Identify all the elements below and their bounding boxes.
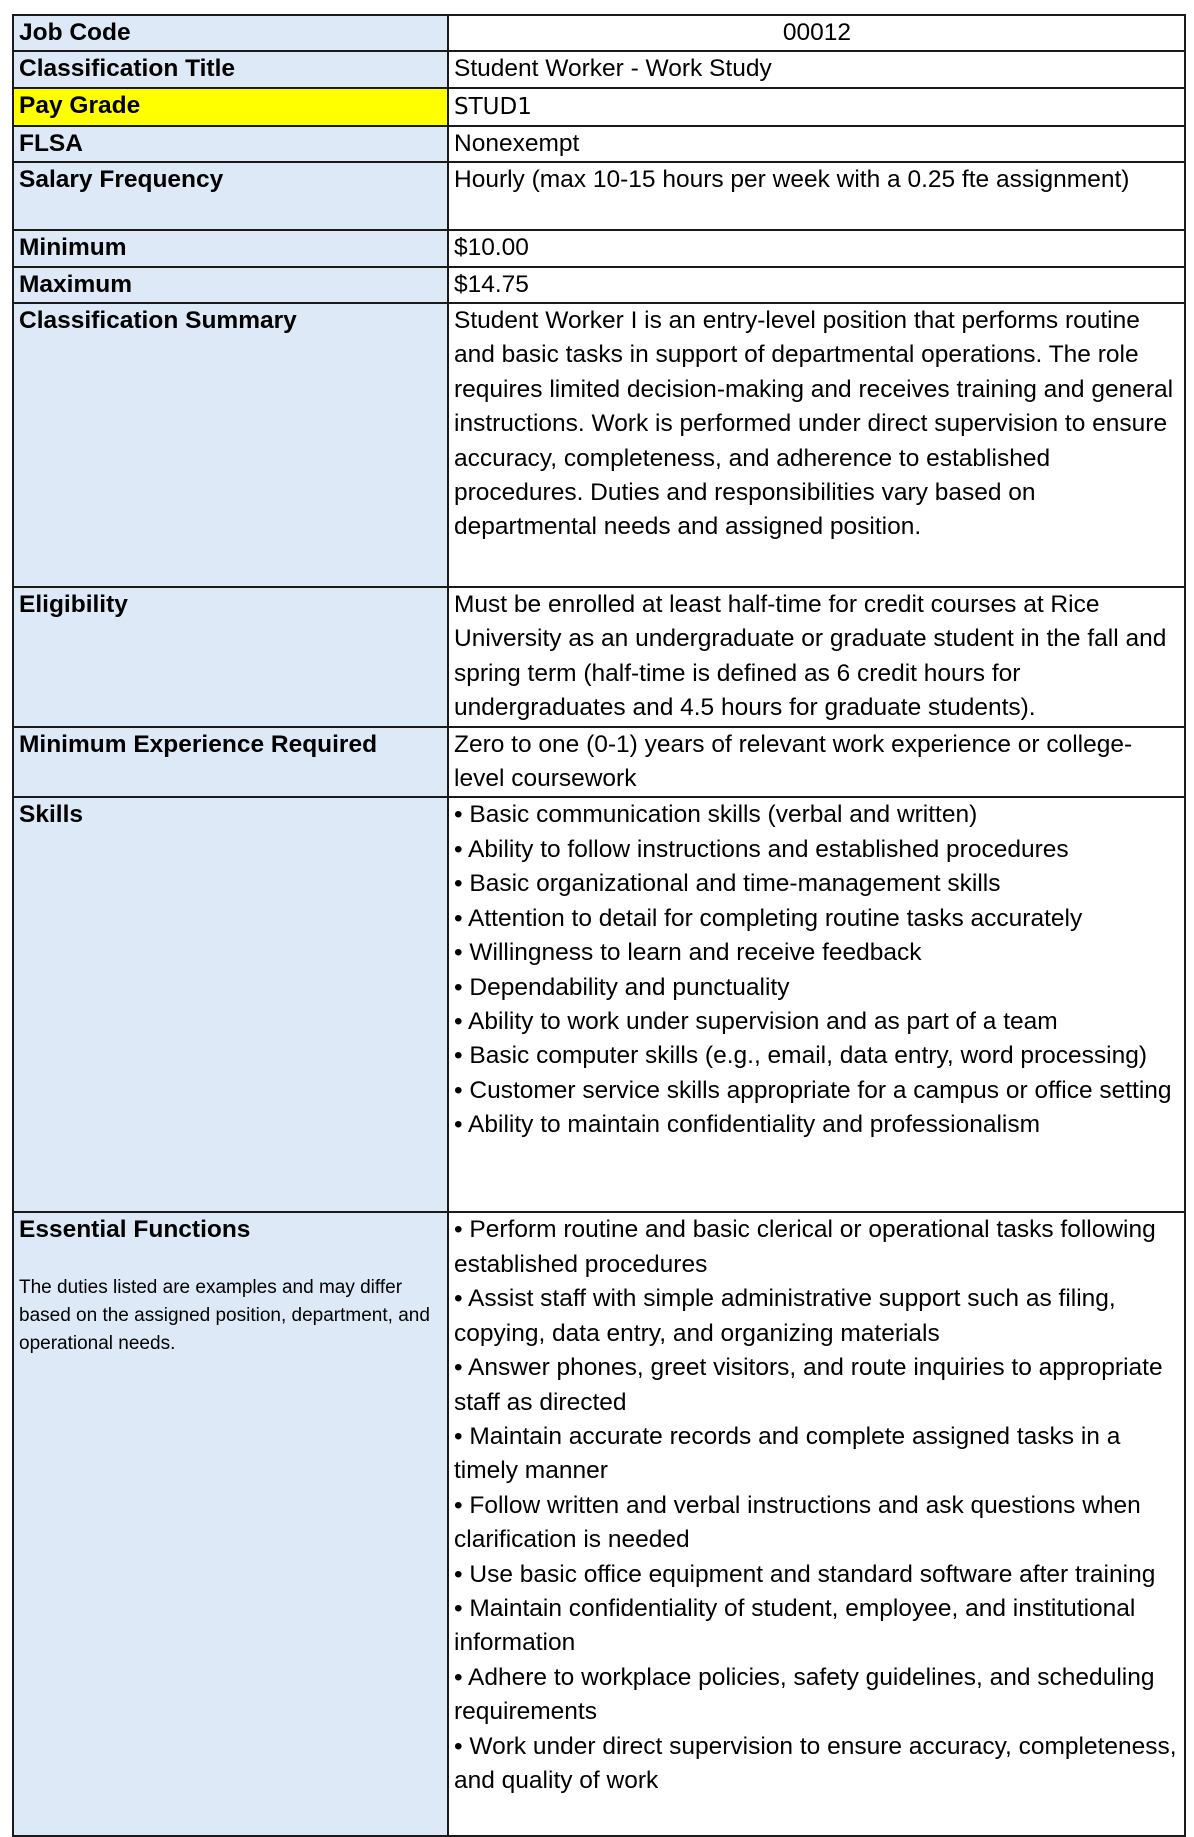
row-classification-summary [13, 303, 1185, 587]
row-salary-frequency [13, 162, 1185, 230]
list-item: • Attention to detail for completing routine tasks accurately [454, 904, 1083, 932]
row-minimum [13, 230, 1185, 266]
classification-summary-label: Classification Summary [13, 303, 448, 587]
job-code-label: Job Code [13, 15, 448, 51]
list-item: • Basic computer skills (e.g., email, data entry, word processing) [454, 1042, 1148, 1070]
salary-frequency-label: Salary Frequency [13, 162, 448, 230]
maximum-value: $14.75 [448, 267, 1185, 303]
list-item: • Perform routine and basic clerical or operational tasks following established procedures [454, 1216, 1156, 1278]
list-item: • Use basic office equipment and standard software after training [454, 1560, 1156, 1588]
list-item: • Ability to maintain confidentiality and professionalism [454, 1111, 1040, 1139]
row-eligibility [13, 587, 1185, 727]
job-code-value: 00012 [448, 15, 1185, 51]
classification-title-value: Student Worker - Work Study [448, 51, 1185, 87]
essential-functions-value [448, 1212, 1185, 1836]
row-classification-title [13, 51, 1185, 87]
flsa-value: Nonexempt [448, 126, 1185, 162]
list-item: • Willingness to learn and receive feedback [454, 939, 922, 967]
list-item: • Maintain confidentiality of student, employee, and institutional information [454, 1594, 1136, 1657]
pay-grade-label: Pay Grade [13, 88, 448, 126]
essential-functions-list [454, 1213, 1180, 1798]
list-item: • Adhere to workplace policies, safety guidelines, and scheduling requirements [454, 1663, 1155, 1726]
job-classification-table [12, 14, 1186, 1837]
skills-value [448, 797, 1185, 1212]
eligibility-value: Must be enrolled at least half-time for credit courses at Rice University as an undergraduate or graduate student in the fall and spring term (half-time is defined as 6 credit hours for undergraduates and 4.5 hours for graduate students). [448, 587, 1185, 727]
skills-label: Skills [13, 797, 448, 1212]
minimum-label: Minimum [13, 230, 448, 266]
row-pay-grade [13, 88, 1185, 126]
flsa-label: FLSA [13, 126, 448, 162]
list-item: • Ability to follow instructions and established procedures [454, 835, 1069, 863]
list-item: • Assist staff with simple administrative support such as filing, copying, data entry, and organizing materials [454, 1285, 1116, 1347]
list-item: • Work under direct supervision to ensure accuracy, completeness, and quality of work [454, 1732, 1177, 1794]
list-item: • Follow written and verbal instructions and ask questions when clarification is needed [454, 1491, 1141, 1554]
essential-functions-note: The duties listed are examples and may differ based on the assigned position, department, and operational needs. [19, 1277, 430, 1355]
list-item: • Customer service skills appropriate for a campus or office setting [454, 1076, 1172, 1104]
list-item: • Answer phones, greet visitors, and route inquiries to appropriate staff as directed [454, 1354, 1163, 1416]
list-item: • Maintain accurate records and complete assigned tasks in a timely manner [454, 1422, 1121, 1485]
minimum-experience-label: Minimum Experience Required [13, 727, 448, 798]
pay-grade-value: STUD1 [448, 88, 1185, 126]
classification-summary-value: Student Worker I is an entry-level position that performs routine and basic tasks in support of departmental operations. The role requires limited decision-making and receives training and general instructions. Work is performed under direct supervision to ensure accuracy, completeness, and adherence to established procedures. Duties and responsibilities vary based on departmental needs and assigned position. [448, 303, 1185, 587]
salary-frequency-value: Hourly (max 10-15 hours per week with a 0.25 fte assignment) [448, 162, 1185, 230]
list-item: • Dependability and punctuality [454, 973, 790, 1001]
maximum-label: Maximum [13, 267, 448, 303]
list-item: • Ability to work under supervision and as part of a team [454, 1007, 1058, 1035]
classification-title-label: Classification Title [13, 51, 448, 87]
list-item: • Basic organizational and time-management skills [454, 870, 1001, 898]
row-skills [13, 797, 1185, 1212]
minimum-value: $10.00 [448, 230, 1185, 266]
minimum-experience-value: Zero to one (0-1) years of relevant work experience or college-level coursework [448, 727, 1185, 798]
row-essential-functions [13, 1212, 1185, 1836]
eligibility-label: Eligibility [13, 587, 448, 727]
row-flsa [13, 126, 1185, 162]
row-job-code [13, 15, 1185, 51]
row-maximum [13, 267, 1185, 303]
essential-functions-label: Essential Functions [19, 1216, 251, 1244]
row-minimum-experience [13, 727, 1185, 798]
list-item: • Basic communication skills (verbal and written) [454, 801, 978, 829]
skills-list [454, 798, 1180, 1142]
essential-functions-cell [13, 1212, 448, 1836]
